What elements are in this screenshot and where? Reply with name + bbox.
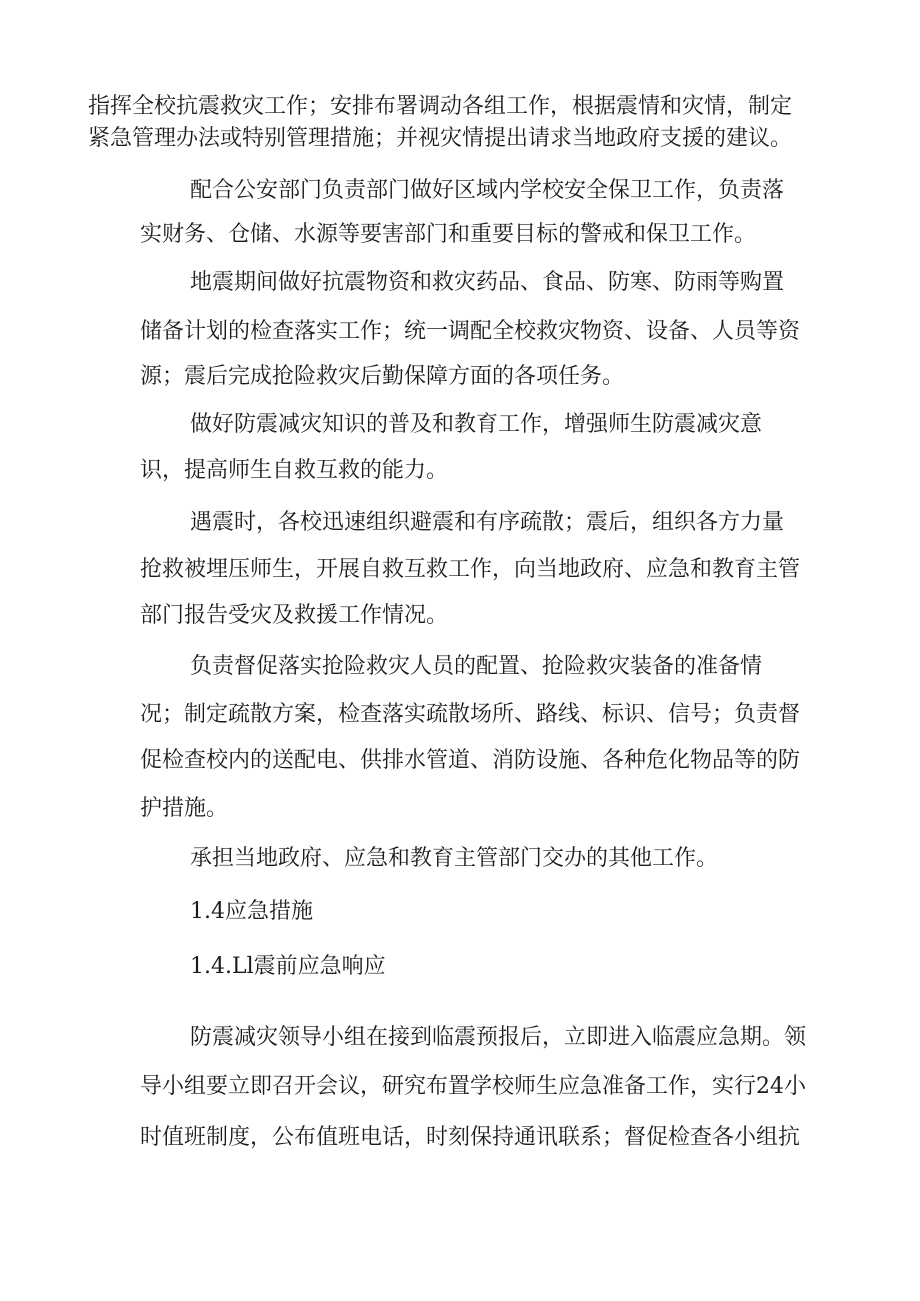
paragraph-1-line-1: 指挥全校抗震救灾工作；安排布署调动各组工作，根据震情和灾情，制定: [88, 94, 793, 119]
paragraph-5-line-3: 部门报告受灾及救援工作情况。: [140, 603, 449, 628]
paragraph-5-line-1: 遇震时，各校迅速组织避震和有序疏散；震后，组织各方力量: [190, 510, 785, 535]
paragraph-4-line-2: 识，提高师生自救互救的能力。: [140, 458, 449, 483]
paragraph-3-line-2: 储备计划的检查落实工作；统一调配全校救灾物资、设备、人员等资: [140, 319, 801, 344]
paragraph-6-line-4: 护措施。: [140, 796, 229, 821]
section-heading: 1.4应急措施: [190, 899, 313, 924]
paragraph-2-line-2: 实财务、仓储、水源等要害部门和重要目标的警戒和保卫工作。: [140, 222, 757, 247]
paragraph-8-line-3: 时值班制度，公布值班电话，时刻保持通讯联系；督促检查各小组抗: [140, 1125, 801, 1150]
paragraph-3-line-3: 源；震后完成抢险救灾后勤保障方面的各项任务。: [140, 364, 625, 389]
paragraph-6-line-2: 况；制定疏散方案，检查落实疏散场所、路线、标识、信号；负责督: [140, 702, 801, 727]
paragraph-6-line-3: 促检查校内的送配电、供排水管道、消防设施、各种危化物品等的防: [140, 748, 801, 773]
paragraph-1-line-2: 紧急管理办法或特别管理措施；并视灾情提出请求当地政府支援的建议。: [88, 126, 793, 151]
paragraph-5-line-2: 抢救被埋压师生，开展自救互救工作，向当地政府、应急和教育主管: [140, 557, 801, 582]
subsection-heading: 1.4.Ll震前应急响应: [190, 954, 386, 979]
paragraph-4-line-1: 做好防震减灾知识的普及和教育工作，增强师生防震减灾意: [190, 412, 763, 437]
paragraph-8-line-2: 导小组要立即召开会议，研究布置学校师生应急准备工作，实行24小: [140, 1074, 806, 1099]
paragraph-3-line-1: 地震期间做好抗震物资和救灾药品、食品、防寒、防雨等购置: [190, 270, 785, 295]
paragraph-8-line-1: 防震减灾领导小组在接到临震预报后，立即进入临震应急期。领: [190, 1025, 807, 1050]
paragraph-7-line-1: 承担当地政府、应急和教育主管部门交办的其他工作。: [190, 846, 719, 871]
paragraph-6-line-1: 负责督促落实抢险救灾人员的配置、抢险救灾装备的准备情: [190, 654, 763, 679]
paragraph-2-line-1: 配合公安部门负责部门做好区域内学校安全保卫工作，负责落: [190, 178, 785, 203]
